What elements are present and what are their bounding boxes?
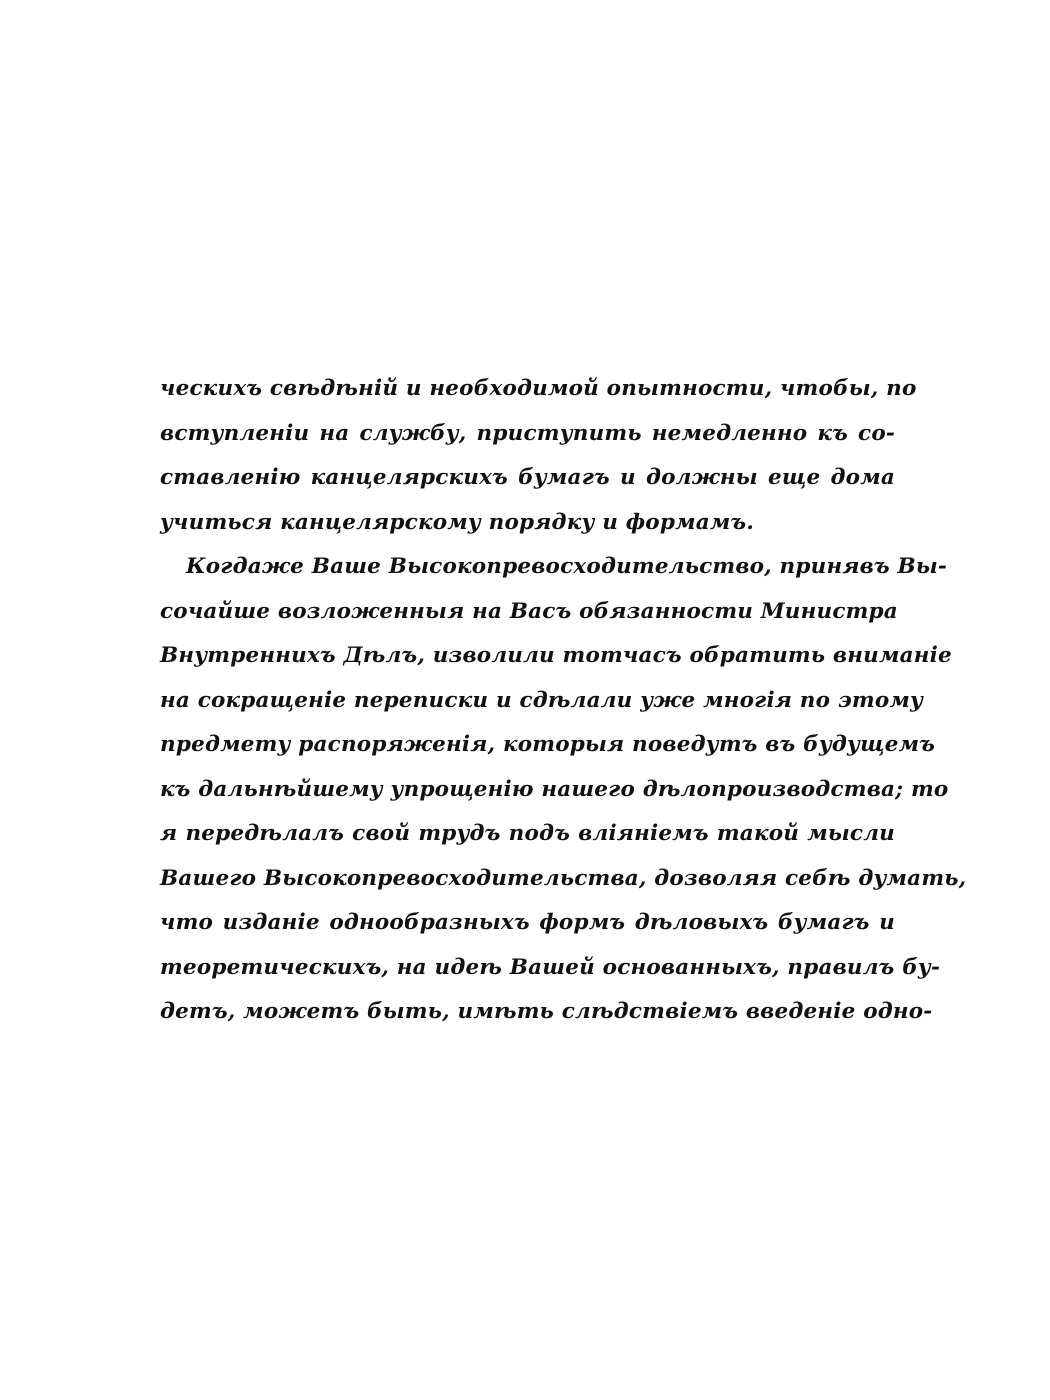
- text-line: детъ, можетъ быть, имѣть слѣдствіемъ введеніе одно-: [160, 999, 933, 1024]
- text-line: учиться канцелярскому порядку и формамъ.: [160, 509, 755, 535]
- text-line: ставленію канцелярскихъ бумагъ и должны еще дома: [160, 465, 895, 490]
- text-line: на сокращеніе переписки и сдѣлали уже многія по этому: [160, 687, 924, 713]
- text-line: къ дальнѣйшему упрощенію нашего дѣлопроизводства; то: [160, 776, 949, 802]
- text-line: сочайше возложенныя на Васъ обязанности Министра: [160, 598, 898, 624]
- text-line: предмету распоряженія, которыя поведутъ въ будущемъ: [160, 732, 936, 757]
- text-line: ческихъ свѣдѣній и необходимой опытности, чтобы, по: [160, 376, 917, 401]
- paragraph-2: [160, 545, 967, 1035]
- body-text: [160, 367, 967, 1035]
- text-line: Внутреннихъ Дѣлъ, изволили тотчасъ обратить вниманіе: [160, 643, 952, 668]
- text-line: что изданіе однообразныхъ формъ дѣловыхъ бумагъ и: [160, 910, 895, 935]
- text-line: я передѣлалъ свой трудъ подъ вліяніемъ такой мысли: [160, 821, 895, 846]
- text-line: Вашего Высокопревосходительства, дозволяя себѣ думать,: [160, 865, 967, 891]
- text-line: Когдаже Ваше Высокопревосходительство, принявъ Вы-: [186, 554, 948, 579]
- paragraph-1: [160, 367, 917, 545]
- text-line: теоретическихъ, на идеѣ Вашей основанныхъ, правилъ бу-: [160, 954, 941, 980]
- text-line: вступленіи на службу, приступить немедленно къ со-: [160, 420, 895, 446]
